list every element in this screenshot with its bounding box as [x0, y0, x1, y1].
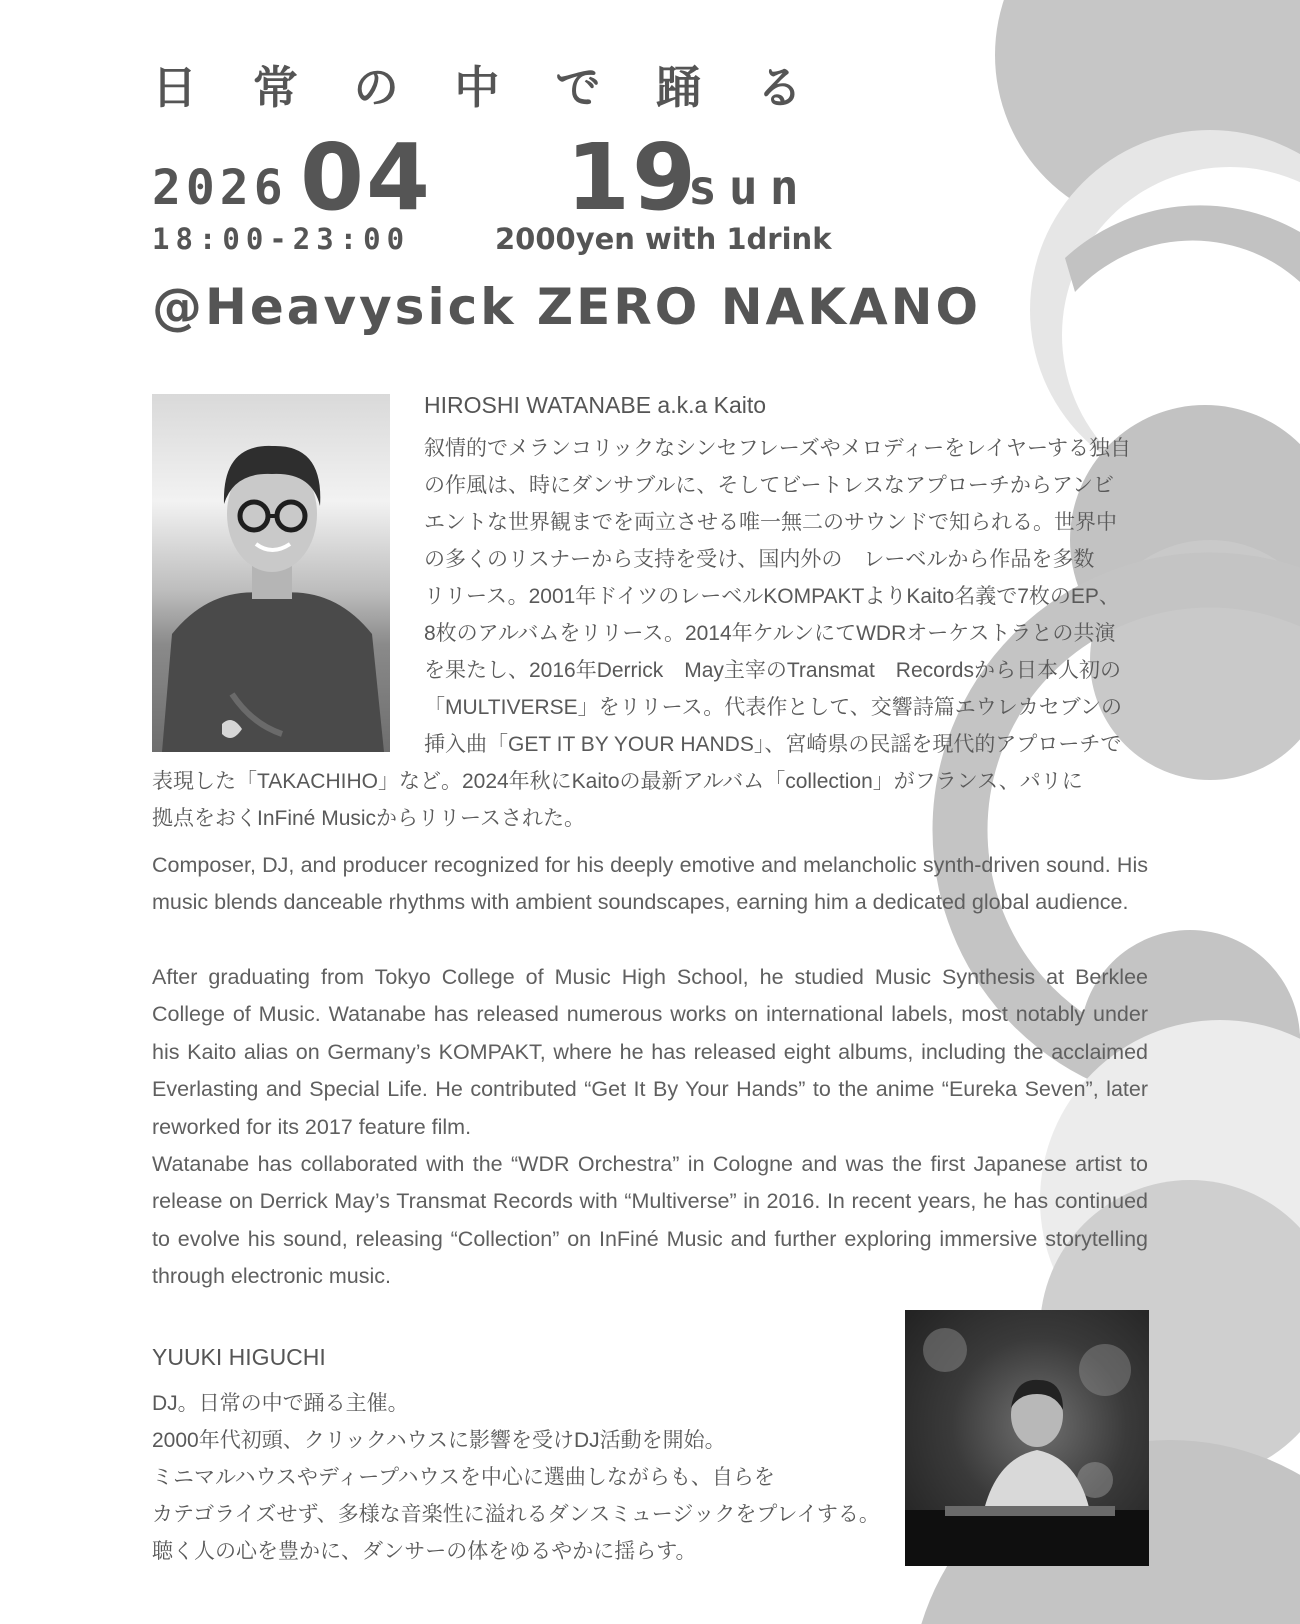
bio-jp-line: カテゴライズせず、多様な音楽性に溢れるダンスミュージックをプレイする。	[152, 1503, 880, 1526]
artist2-photo	[905, 1310, 1149, 1566]
bio-jp-line: DJ。日常の中で踊る主催。	[152, 1392, 409, 1415]
bio-jp-line: 表現した「TAKACHIHO」など。2024年秋にKaitoの最新アルバム「collection」がフランス、パリに	[152, 770, 1083, 793]
bio-jp-line: 叙情的でメランコリックなシンセフレーズやメロディーをレイヤーする独自	[424, 437, 1131, 460]
bio-jp-line: 拠点をおくInFiné Musicからリリースされた。	[152, 807, 585, 830]
bio-jp-line: 挿入曲「GET IT BY YOUR HANDS」、宮崎県の民謡を現代的アプローチで	[424, 733, 1122, 756]
title-char: 踊	[656, 61, 702, 114]
bio-jp-line: ミニマルハウスやディープハウスを中心に選曲しながらも、自らを	[152, 1466, 775, 1489]
artist1-bio-en-para: Watanabe has collaborated with the “WDR Orchestra” in Cologne and was the first Japanese artist to release on Derrick May’s Transmat Records with “Multiverse” in 2016. In recent years, he has continued to evolve his sound, releasing “Collection” on InFiné Music and further exploring immersive storytelling through electronic music.	[152, 1152, 1148, 1289]
event-day: 19	[566, 124, 699, 231]
bio-jp-line: 聴く人の心を豊かに、ダンサーの体をゆるやかに揺らす。	[152, 1540, 697, 1563]
artist1-photo	[152, 394, 390, 752]
event-venue: @Heavysick ZERO NAKANO	[152, 278, 982, 336]
title-char: る	[756, 61, 802, 114]
bio-jp-line: エントな世界観までを両立させる唯一無二のサウンドで知られる。世界中	[424, 511, 1117, 534]
event-price: 2000yen with 1drink	[495, 222, 832, 256]
event-month: 04	[300, 124, 433, 231]
artist2-name: YUUKI HIGUCHI	[152, 1344, 326, 1370]
bio-jp-line: を果たし、2016年Derrick May主宰のTransmat Recordsから日本人初の	[424, 659, 1121, 682]
title-char: 常	[252, 61, 298, 114]
event-title	[152, 58, 802, 118]
artist1-bio-en-para: Composer, DJ, and producer recognized for his deeply emotive and melancholic synth-driven sound. His music blends danceable rhythms with ambient soundscapes, earning him a dedicated global audience.	[152, 853, 1148, 915]
bio-jp-line: の作風は、時にダンサブルに、そしてビートレスなアプローチからアンビ	[424, 474, 1115, 497]
title-char: の	[353, 61, 399, 114]
bio-jp-line: の多くのリスナーから支持を受け、国内外の レーベルから作品を多数	[424, 548, 1095, 571]
artist1-bio-en-para: After graduating from Tokyo College of Music High School, he studied Music Synthesis at Berklee College of Music. Watanabe has released numerous works on international labels, most notably under his Kaito alias on Germany’s KOMPAKT, where he has released eight albums, including the acclaimed Everlasting and Special Life. He contributed “Get It By Your Hands” to the anime “Eureka Seven”, later reworked for its 2017 feature film.	[152, 965, 1148, 1139]
bio-jp-line: リリース。2001年ドイツのレーベルKOMPAKTよりKaito名義で7枚のEP、	[424, 585, 1120, 608]
event-date	[152, 124, 811, 231]
title-char: 日	[152, 61, 198, 114]
title-char: で	[555, 61, 601, 114]
event-weekday: sun	[688, 160, 811, 216]
title-char: 中	[454, 61, 500, 114]
bio-jp-line: 8枚のアルバムをリリース。2014年ケルンにてWDRオーケストラとの共演	[424, 622, 1116, 645]
artist1-name: HIROSHI WATANABE a.k.a Kaito	[424, 392, 767, 418]
bio-jp-line: 「MULTIVERSE」をリリース。代表作として、交響詩篇エウレカセブンの	[424, 696, 1122, 719]
event-year: 2026	[152, 160, 288, 216]
event-time: 18:00-23:00	[152, 222, 411, 256]
bio-jp-line: 2000年代初頭、クリックハウスに影響を受けDJ活動を開始。	[152, 1429, 726, 1452]
